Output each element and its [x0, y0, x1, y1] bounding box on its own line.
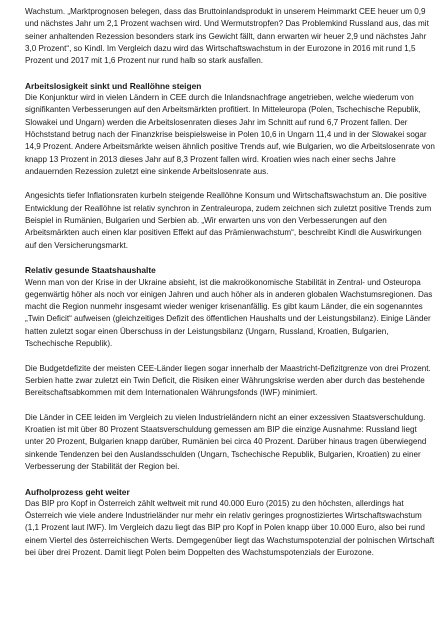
paragraph-intro-growth: Wachstum. „Marktprognosen belegen, dass das Bruttoinlandsprodukt in unserem Heimmarkt CEE heuer um 0,9 und nächstes Jahr um 2,1 Prozent wachsen wird. Und Wermutstropfen? Das Problemkind Russland aus, das mit seiner anhaltenden Rezession besonders stark ins Gewicht fällt, dann erwarten wir heuer 2,9 und nächstes Jahr 3,0 Prozent“, so Kindl. Im Vergleich dazu wird das Wirtschaftswachstum in der Eurozone in 2016 mit rund 1,5 Prozent und 2017 mit 1,6 Prozent nur rund halb so stark ausfallen. — [25, 7, 429, 66]
heading-state-budgets: Relativ gesunde Staatshaushalte — [25, 265, 156, 276]
paragraph-real-wages: Angesichts tiefer Inflationsraten kurbeln steigende Reallöhne Konsum und Wirtschaftswachstum an. Die positive Entwicklung der Reallöhne ist relativ synchron in Zentraleuropa, zudem zeichnen sich zuletzt positive Trends zum Beispiel in Rumänien, Bulgarien und Serbien ab. „Wir erwarten uns von den Verbesserungen auf den Arbeitsmärkten auch einen klar positiven Effekt auf das Prämienwachstum“, beschreibt Kindl die Auswirkungen auf den Versicherungsmarkt. — [25, 191, 432, 250]
paragraph-state-debt: Die Länder in CEE leiden im Vergleich zu vielen Industrieländern nicht an einer exzessiven Staatsverschuldung. Kroatien ist mit über 80 Prozent Staatsverschuldung gemessen am BIP die einzige Ausnahme: Russland liegt unter 20 Prozent, Bulgarien knapp darüber, Rumänien bei circa 40 Prozent. Darüber hinaus tragen überwiegend sinkende Tendenzen bei den Auslandsschulden (Ungarn, Tschechische Republik, Bulgarien, Kroatien) zu einer Verbesserung der Stabilität der Region bei. — [25, 412, 427, 471]
paragraph-gdp-per-capita: Das BIP pro Kopf in Österreich zählt weltweit mit rund 40.000 Euro (2015) zu den höchsten, allerdings hat Österreich wie viele andere Industrieländer nur mehr ein relativ geringes prognostiziertes Wirtschaftswachstum (1,1 Prozent laut IWF). Im Vergleich dazu liegt das BIP pro Kopf in Polen knapp über 10.000 Euro, also bei rund einem Viertel des österreichischen Werts. Demgegenüber liegt das Wachstumspotenzial der polnischen Wirtschaft bei über drei Prozent. Damit liegt Polen beim Doppelten des Wachstumspotenzials der Eurozone. — [25, 498, 435, 558]
paragraph-budget-deficits: Die Budgetdefizite der meisten CEE-Länder liegen sogar innerhalb der Maastricht-Defizitgrenze von drei Prozent. Serbien hatte zwar zuletzt ein Twin Deficit, die Risiken einer Währungskrise werden aber durch das bestehende Bereitschaftsabkommen mit dem Internationalen Währungsfonds (IWF) minimiert. — [25, 363, 431, 398]
heading-unemployment: Arbeitslosigkeit sinkt und Reallöhne steigen — [25, 80, 202, 91]
document-page — [25, 6, 435, 572]
heading-catch-up: Aufholprozess geht weiter — [25, 486, 130, 497]
paragraph-macro-stability: Wenn man von der Krise in der Ukraine absieht, ist die makroökonomische Stabilität in Zentral- und Osteuropa gegenwärtig höher als noch vor einigen Jahren und auch höher als in anderen globalen Wachstumsregionen. Das macht die Region nunmehr insgesamt wieder weniger krisenanfällig. Es gibt kaum Länder, die ein sogenanntes „Twin Deficit“ aufweisen (gleichzeitiges Defizit des öffentlichen Haushalts und der Leistungsbilanz). Einige Länder hatten zuletzt sogar einen Überschuss in der Leistungsbilanz (Ungarn, Russland, Kroatien, Bulgarien, Tschechische Republik). — [25, 277, 433, 349]
paragraph-unemployment: Die Konjunktur wird in vielen Ländern in CEE durch die Inlandsnachfrage angetrieben, welche wiederum von signifikanten Verbesserungen auf den Arbeitsmärkten profitiert. In Mitteleuropa (Polen, Tschechische Republik, Slowakei und Ungarn) werden die Arbeitslosenraten dieses Jahr im Schnitt auf rund 6,7 Prozent fallen. Der Höchststand betrug nach der Finanzkrise beispielsweise in Polen 10,6 in Ungarn 11,4 und in der Slowakei sogar 14,9 Prozent. Andere Arbeitsmärkte weisen ähnlich positive Trends auf, wie Bulgarien, wo die Arbeitslosenrate von knapp 13 Prozent in 2013 dieses Jahr auf 8,3 Prozent fallen wird. Kroatien wies nach einer sechs Jahre andauernden Rezession zuletzt eine sinkende Arbeitslosenrate aus. — [25, 93, 435, 176]
